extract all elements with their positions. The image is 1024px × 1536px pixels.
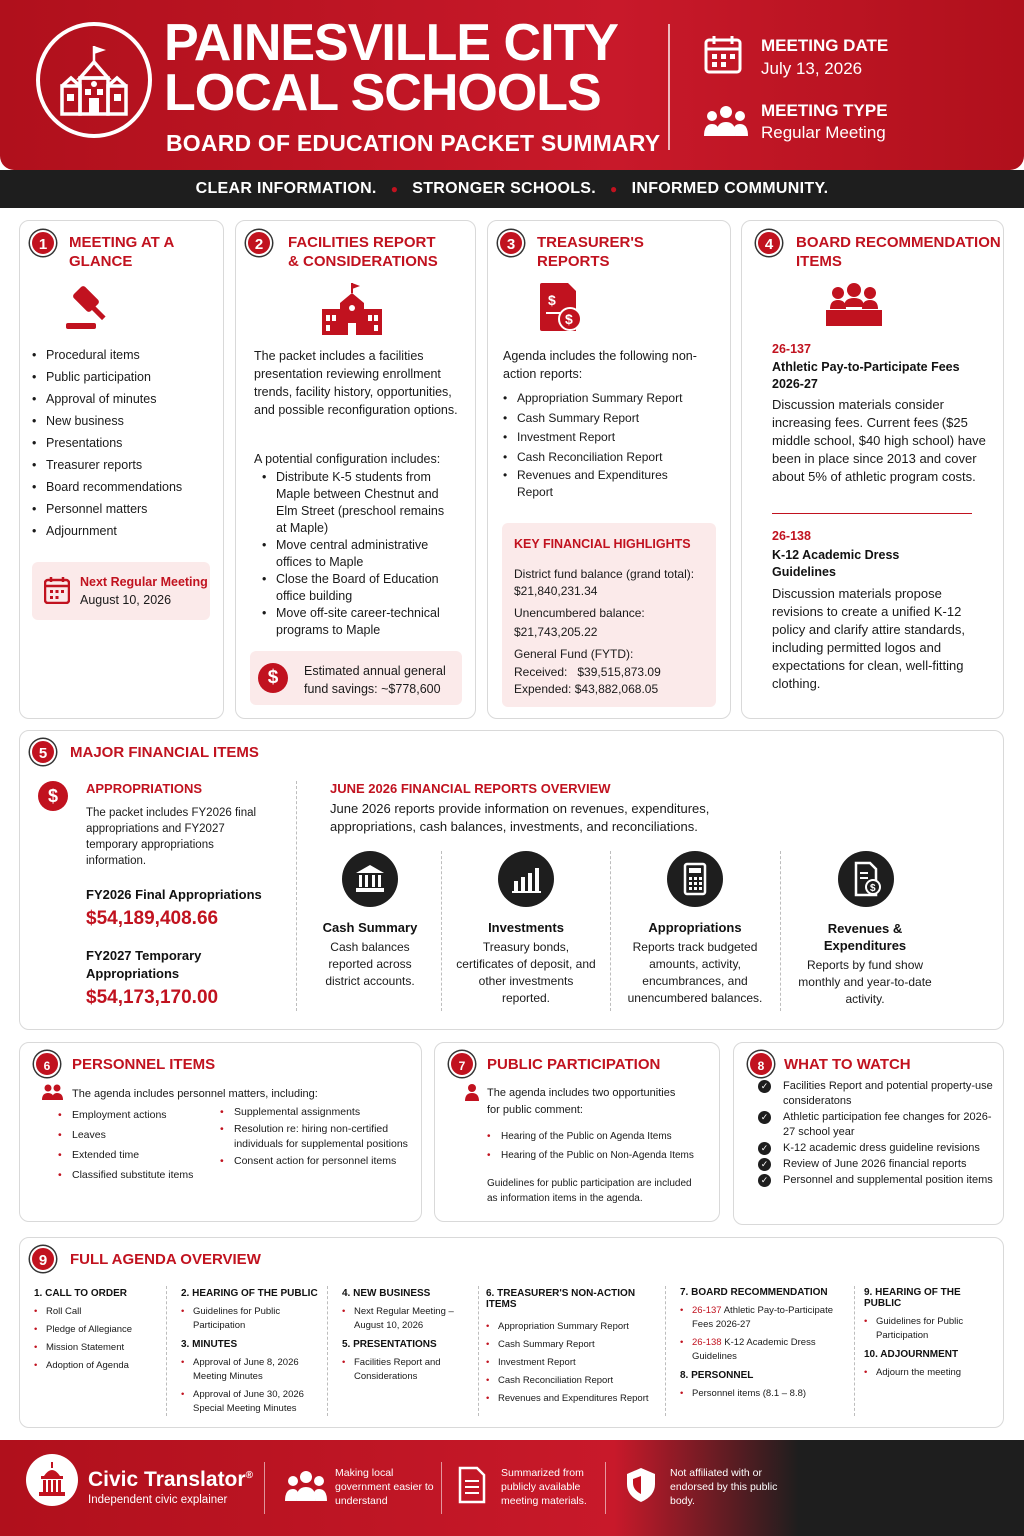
page-subtitle: BOARD OF EDUCATION PACKET SUMMARY — [166, 130, 661, 156]
list-item — [758, 1141, 998, 1156]
item-title: K-12 Academic Dress Guidelines — [772, 548, 900, 579]
header-banner — [0, 0, 1024, 170]
bank-icon — [342, 851, 398, 907]
divider — [327, 1286, 328, 1416]
list-item: • Classified substitute items — [58, 1165, 218, 1185]
meeting-date-label: MEETING DATE — [761, 36, 889, 55]
list-item — [758, 1157, 998, 1172]
title-line-1: TREASURER'S — [537, 234, 644, 251]
agenda-item: • Guidelines for Public Participation — [181, 1305, 321, 1333]
agenda-col-4 — [486, 1288, 666, 1410]
card-board-recommendations — [741, 220, 1004, 719]
general-fund-received: Received: $39,515,873.09 — [514, 665, 661, 679]
footer-text-3: Not affiliated with or endorsed by this public body. — [670, 1467, 778, 1507]
agenda-col-5 — [680, 1287, 850, 1405]
watch-item-text: Facilities Report and potential property-use consideratons — [783, 1080, 993, 1107]
item-code: 26-137 — [772, 342, 811, 356]
watch-item-text: K-12 academic dress guideline revisions — [783, 1142, 980, 1154]
agenda-item: • Facilities Report and Considerations — [342, 1356, 472, 1384]
agenda-item: • Adjourn the meeting — [864, 1366, 999, 1380]
bar-chart-icon — [498, 851, 554, 907]
agenda-col-2 — [181, 1288, 321, 1420]
next-meeting-label: Next Regular Meeting — [80, 575, 208, 589]
fund-balance-value: $21,840,231.34 — [514, 584, 598, 598]
fy2026-label: FY2026 Final Appropriations — [86, 887, 262, 902]
card-facilities-report — [235, 220, 476, 719]
list-item: • Cash Reconciliation Report — [503, 448, 713, 468]
section-title — [796, 233, 1001, 271]
financial-document-icon — [538, 281, 584, 333]
section-number: 3 — [498, 230, 524, 256]
check-icon: ✓ — [758, 1142, 771, 1155]
agenda-item: • Approval of June 30, 2026 Special Meeting Minutes — [181, 1388, 321, 1416]
fy2026-value: $54,189,408.66 — [86, 908, 219, 929]
agenda-list — [864, 1315, 999, 1343]
agenda-item: • Cash Summary Report — [486, 1338, 666, 1352]
shield-icon — [625, 1466, 657, 1504]
tagline-2: STRONGER SCHOOLS. — [412, 180, 597, 197]
title-line-2: & CONSIDERATIONS — [288, 253, 438, 270]
agenda-heading: 7. BOARD RECOMMENDATION — [680, 1287, 828, 1298]
divider — [264, 1462, 265, 1514]
footer — [0, 1440, 1024, 1536]
divider — [605, 1462, 606, 1514]
section-title: PUBLIC PARTICIPATION — [487, 1056, 661, 1073]
school-building-icon — [320, 281, 384, 337]
savings-text: Estimated annual general fund savings: ~$778,600 — [304, 664, 446, 696]
agenda-item — [680, 1304, 850, 1332]
agenda-list — [680, 1387, 850, 1401]
fin-col-title: Cash Summary — [322, 920, 418, 935]
agenda-item — [680, 1336, 850, 1364]
list-item: • Move central administrative offices to Maple — [262, 537, 450, 571]
agenda-item: • Roll Call — [34, 1305, 164, 1319]
section-number-6: 6 — [34, 1051, 60, 1077]
list-item: • Leaves — [58, 1125, 218, 1145]
june-reports-text: June 2026 reports provide information on revenues, expenditures, appropriations, cash balances, investments, and reconciliations. — [330, 801, 710, 834]
list-item: • Resolution re: hiring non-certified individuals for supplemental positions — [220, 1122, 410, 1152]
svg-text:$: $ — [565, 311, 573, 327]
document-icon — [457, 1466, 487, 1504]
card-treasurers-reports — [487, 220, 731, 719]
calendar-icon — [704, 34, 742, 74]
gavel-icon — [64, 283, 116, 331]
fund-balance-label: District fund balance (grand total): — [514, 567, 695, 581]
public-list — [487, 1127, 712, 1165]
fin-col-title: Appropriations — [648, 920, 742, 935]
agenda-heading: 2. HEARING OF THE PUBLIC — [181, 1288, 318, 1299]
agenda-list — [342, 1356, 472, 1384]
list-item: • Close the Board of Education office building — [262, 571, 450, 605]
agenda-list — [181, 1305, 321, 1333]
list-item: • Hearing of the Public on Agenda Items — [487, 1127, 712, 1146]
board-meeting-icon — [824, 283, 884, 329]
june-reports-title: JUNE 2026 FINANCIAL REPORTS OVERVIEW — [330, 781, 611, 796]
title-line-1: BOARD RECOMMENDATION — [796, 234, 1001, 251]
treasurer-intro: Agenda includes the following non-action reports: — [503, 349, 697, 381]
list-item: • Personnel matters — [32, 498, 182, 520]
public-intro: The agenda includes two opportunities for public comment: — [487, 1087, 676, 1116]
list-item: • Consent action for personnel items — [220, 1154, 410, 1169]
list-item: • Appropriation Summary Report — [503, 389, 713, 409]
agenda-item-text: Athletic Pay-to-Participate Fees 2026-27 — [692, 1305, 834, 1330]
title-line-1: PAINESVILLE CITY — [164, 14, 618, 72]
divider — [166, 1286, 167, 1416]
people-group-icon — [285, 1469, 327, 1503]
agenda-item: • Adoption of Agenda — [34, 1359, 164, 1373]
dollar-icon: $ — [38, 781, 68, 811]
agenda-list — [181, 1356, 321, 1416]
general-fund-label: General Fund (FYTD): — [514, 647, 634, 661]
section-title: FULL AGENDA OVERVIEW — [70, 1251, 261, 1268]
list-item: • Extended time — [58, 1145, 218, 1165]
tagline-1: CLEAR INFORMATION. — [195, 180, 377, 197]
page-title — [164, 14, 618, 122]
agenda-item-text: K-12 Academic Dress Guidelines — [692, 1337, 816, 1362]
agenda-heading: 5. PRESENTATIONS — [342, 1339, 437, 1350]
agenda-list — [864, 1366, 999, 1380]
list-item: • Public participation — [32, 366, 182, 388]
fin-col-text: Cash balances reported across district accounts. — [325, 940, 415, 988]
section-title: MEETING AT A GLANCE — [69, 234, 174, 270]
calculator-icon — [667, 851, 723, 907]
agenda-item: • Guidelines for Public Participation — [864, 1315, 999, 1343]
list-item: • Employment actions — [58, 1105, 218, 1125]
agenda-item: • Cash Reconciliation Report — [486, 1374, 666, 1388]
divider — [441, 851, 442, 1011]
fy2027-label: FY2027 Temporary Appropriations — [86, 948, 202, 981]
section-number-8: 8 — [748, 1051, 774, 1077]
footer-text-2: Summarized from publicly available meeting materials. — [501, 1467, 587, 1507]
appropriations-text: The packet includes FY2026 final appropriations and FY2027 temporary appropriations information. — [86, 807, 257, 867]
list-item: • Revenues and Expenditures Report — [503, 467, 679, 501]
section-title: MAJOR FINANCIAL ITEMS — [70, 744, 259, 761]
section-title — [288, 233, 438, 271]
capitol-icon — [26, 1454, 78, 1506]
glance-list — [32, 344, 182, 542]
agenda-item: • Approval of June 8, 2026 Meeting Minutes — [181, 1356, 321, 1384]
item-title: Athletic Pay-to-Participate Fees 2026-27 — [772, 360, 960, 391]
school-building-icon — [58, 42, 130, 118]
card-meeting-at-a-glance — [19, 220, 224, 719]
divider — [610, 851, 611, 1011]
agenda-item: • Investment Report — [486, 1356, 666, 1370]
public-note: Guidelines for public participation are included as information items in the agenda. — [487, 1178, 692, 1204]
svg-text:$: $ — [870, 883, 876, 894]
agenda-heading: 9. HEARING OF THE PUBLIC — [864, 1287, 961, 1309]
section-number: 1 — [30, 230, 56, 256]
agenda-item-code: 26-137 — [692, 1305, 722, 1316]
card-full-agenda — [19, 1237, 1004, 1428]
card-major-financial-items — [19, 730, 1004, 1030]
list-item: • New business — [32, 410, 182, 432]
check-icon: ✓ — [758, 1111, 771, 1124]
brand-text: Civic Translator — [88, 1468, 246, 1491]
list-item — [758, 1110, 998, 1140]
agenda-item: • Mission Statement — [34, 1341, 164, 1355]
fin-col-text: Treasury bonds, certificates of deposit, and other investments reported. — [456, 940, 596, 1005]
agenda-list — [34, 1305, 164, 1373]
list-item: • Move off-site career-technical programs to Maple — [262, 605, 450, 639]
divider — [296, 781, 297, 1011]
divider — [854, 1286, 855, 1416]
section-number: 5 — [30, 739, 56, 765]
brand-name — [88, 1468, 253, 1492]
agenda-col-6 — [864, 1287, 999, 1384]
watch-list — [758, 1079, 998, 1188]
divider — [478, 1286, 479, 1416]
meeting-type-label: MEETING TYPE — [761, 101, 888, 120]
meeting-date-value: July 13, 2026 — [761, 59, 863, 78]
financial-highlights-box — [502, 523, 716, 707]
school-logo — [36, 22, 152, 138]
document-dollar-icon — [838, 851, 894, 907]
section-title: WHAT TO WATCH — [784, 1056, 911, 1073]
card-personnel-items — [19, 1042, 422, 1222]
divider — [780, 851, 781, 1011]
agenda-heading: 8. PERSONNEL — [680, 1370, 754, 1381]
unencumbered-value: $21,743,205.22 — [514, 625, 598, 639]
list-item — [758, 1079, 998, 1109]
title-line-2: ITEMS — [796, 253, 842, 270]
people-icon — [42, 1083, 64, 1101]
general-fund-expended: Expended: $43,882,068.05 — [514, 682, 659, 696]
item-code: 26-138 — [772, 529, 811, 543]
list-item: • Adjournment — [32, 520, 182, 542]
watch-item-text: Review of June 2026 financial reports — [783, 1158, 967, 1170]
agenda-list — [680, 1304, 850, 1364]
item-description: Discussion materials consider increasing fees. Current fees ($25 middle school, $40 high school) have been in place since 2013 and cover about 5% of athletic program costs. — [772, 397, 986, 484]
fin-col-title: Investments — [488, 920, 564, 935]
fy2027-value: $54,173,170.00 — [86, 987, 219, 1008]
personnel-intro: The agenda includes personnel matters, including: — [72, 1088, 318, 1100]
savings-box — [250, 651, 462, 705]
brand-subtitle: Independent civic explainer — [88, 1494, 228, 1506]
header-divider — [668, 24, 670, 150]
list-item — [758, 1173, 998, 1188]
registered-mark: ® — [245, 1470, 253, 1481]
next-meeting-date: August 10, 2026 — [80, 593, 172, 607]
agenda-item: • Next Regular Meeting – August 10, 2026 — [342, 1305, 472, 1333]
agenda-item: • Revenues and Expenditures Report — [486, 1392, 666, 1406]
agenda-heading: 4. NEW BUSINESS — [342, 1288, 431, 1299]
appropriations-title: APPROPRIATIONS — [86, 781, 203, 796]
list-item: • Treasurer reports — [32, 454, 182, 476]
list-item: • Hearing of the Public on Non-Agenda Items — [487, 1146, 712, 1165]
list-item: • Presentations — [32, 432, 182, 454]
section-number-7: 7 — [449, 1051, 475, 1077]
next-meeting-box — [32, 562, 210, 620]
card-what-to-watch — [733, 1042, 1004, 1225]
dollar-icon: $ — [258, 663, 288, 693]
meeting-type-value: Regular Meeting — [761, 123, 886, 142]
highlights-title: KEY FINANCIAL HIGHLIGHTS — [514, 537, 691, 551]
section-title — [537, 233, 644, 271]
list-item: • Board recommendations — [32, 476, 182, 498]
section-number: 9 — [30, 1246, 56, 1272]
list-item: • Approval of minutes — [32, 388, 182, 410]
title-line-2: REPORTS — [537, 253, 610, 270]
footer-text-1: Making local government easier to understand — [335, 1467, 434, 1507]
check-icon: ✓ — [758, 1080, 771, 1093]
agenda-col-3 — [342, 1288, 472, 1388]
unencumbered-label: Unencumbered balance: — [514, 606, 645, 620]
facilities-intro: The packet includes a facilities presentation reviewing enrollment trends, facility history, opportunities, and possible reconfiguration options. — [254, 349, 458, 417]
people-group-icon — [704, 104, 748, 138]
list-item: • Procedural items — [32, 344, 182, 366]
agenda-item: • Pledge of Allegiance — [34, 1323, 164, 1337]
agenda-heading: 1. CALL TO ORDER — [34, 1288, 127, 1299]
treasurer-report-list — [503, 389, 713, 501]
civic-translator-logo — [26, 1454, 78, 1506]
agenda-col-1 — [34, 1288, 164, 1377]
title-line-1: FACILITIES REPORT — [288, 234, 436, 251]
agenda-heading: 10. ADJOURNMENT — [864, 1349, 959, 1360]
calendar-icon — [44, 576, 70, 604]
check-icon: ✓ — [758, 1174, 771, 1187]
list-item: • Investment Report — [503, 428, 713, 448]
tagline-3: INFORMED COMMUNITY. — [631, 180, 829, 197]
divider — [772, 513, 972, 514]
speaker-icon — [463, 1083, 481, 1101]
agenda-item-code: 26-138 — [692, 1337, 722, 1348]
config-intro: A potential configuration includes: — [254, 452, 441, 466]
fin-col-text: Reports track budgeted amounts, activity, encumbrances, and unencumbered balances. — [627, 940, 763, 1005]
watch-item-text: Athletic participation fee changes for 2026-27 school year — [783, 1111, 992, 1138]
section-number: 2 — [246, 230, 272, 256]
card-public-participation — [434, 1042, 720, 1222]
agenda-item: • Personnel items (8.1 – 8.8) — [680, 1387, 850, 1401]
list-item: • Cash Summary Report — [503, 409, 713, 429]
section-number: 4 — [756, 230, 782, 256]
personnel-list-right — [220, 1105, 410, 1169]
watch-item-text: Personnel and supplemental position items — [783, 1174, 993, 1186]
agenda-heading: 3. MINUTES — [181, 1339, 238, 1350]
config-list — [262, 469, 450, 639]
fin-col-text: Reports by fund show monthly and year-to-date activity. — [798, 958, 932, 1006]
divider — [665, 1286, 666, 1416]
item-description: Discussion materials propose revisions to create a unified K-12 policy and clarify attire standards, including permitted logos and expectations for clean, well-fitting clothing. — [772, 586, 965, 691]
list-item: • Distribute K-5 students from Maple between Chestnut and Elm Street (preschool remains at Maple) — [262, 469, 450, 537]
list-item: • Supplemental assignments — [220, 1105, 410, 1120]
check-icon: ✓ — [758, 1158, 771, 1171]
divider — [441, 1462, 442, 1514]
agenda-heading: 6. TREASURER'S NON-ACTION ITEMS — [486, 1288, 636, 1310]
agenda-item: • Appropriation Summary Report — [486, 1320, 666, 1334]
personnel-list-left — [58, 1105, 218, 1185]
agenda-list — [486, 1320, 666, 1406]
title-line-2: LOCAL SCHOOLS — [164, 64, 601, 122]
section-title: PERSONNEL ITEMS — [72, 1056, 216, 1073]
tagline-bar: CLEAR INFORMATION. ● STRONGER SCHOOLS. ● INFORMED COMMUNITY. — [0, 170, 1024, 208]
svg-text:$: $ — [548, 292, 556, 308]
fin-col-title: Revenues & Expenditures — [823, 921, 907, 953]
agenda-list — [342, 1305, 472, 1333]
